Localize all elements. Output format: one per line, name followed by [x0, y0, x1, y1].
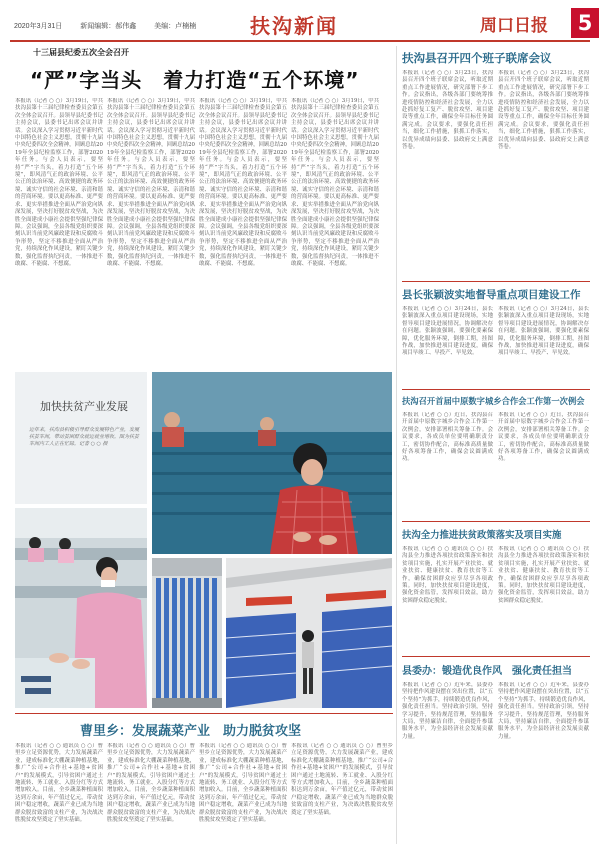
- photo-spinning-machine: [152, 558, 222, 708]
- feature-caption: 近年来，扶沟县积极引导群众发展特色产业，发展扶贫车间，带动贫困群众就近就业增收。图为扶贫车间内工人正在忙碌。记者 ○ ○ 摄: [29, 427, 140, 447]
- right5-col1: 本报讯（记者 ○ ○）近年来，县委办坚持把作风建设摆在突出位置，以“五个坚持”为抓手，持续锻造优良作风，强化责任担当。坚持政治引领，坚持学习提升，坚持规范管理，坚持服务大局，坚持廉洁自律，全面提升参谋服务水平，为全县经济社会发展贡献力量。: [402, 682, 493, 740]
- masthead: [10, 8, 593, 40]
- main-headline: “严”字当头 着力打造“五个环境”: [30, 68, 360, 92]
- art-editor: 美编：卢楠楠: [154, 23, 197, 30]
- right-divider-2: [402, 389, 590, 390]
- right-divider-1: [402, 281, 590, 282]
- right3-col1: 本报讯（记者 ○ ○）近日，扶沟县召开首届中原数字城乡合作会工作第一次例会，安排部署相关筹备工作。会议要求，各成员单位要明确职责分工，密切协作配合，高标准高质量做好各项筹备工作，确保会议圆满成功。: [402, 412, 493, 463]
- main-body-col2: 本报讯（记者 ○ ○）3月19日，中共扶沟县第十三届纪律检查委员会第五次全体会议召开。县领导县纪委书记主持会议，县委书记出席会议并讲话。会议深入学习贯彻习近平新时代中国特色社会主义思想，贯彻十九届中央纪委四次全会精神，回顾总结2019年全县纪检监察工作，部署2020年任务。与会人员表示，要坚持“严”字当头，着力打造“五个环境”，即风清气正的政治环境、公平公正的法治环境、高效便捷的政务环境、诚实守信的社会环境、亲清和谐的营商环境。要以更高标准、更严要求、更实举措推进全面从严治党向纵深发展，坚决打好脱贫攻坚战，为决胜全面建成小康社会提供坚强纪律保障。会议强调，全县各级党组织要深刻认识当前党风廉政建设和反腐败斗争形势，坚定不移推进全面从严治党，持续深化作风建设，紧盯关键少数，强化监督执纪问责，一体推进不敢腐、不能腐、不想腐。: [107, 98, 195, 267]
- newspaper-brand: 周口日报: [480, 16, 548, 36]
- photo-textile-factory: [226, 558, 392, 708]
- divider-bottom: [15, 713, 393, 714]
- right-divider-3: [402, 521, 590, 522]
- right1-col2: 本报讯（记者 ○ ○）3月23日，扶沟县召开四个班子联席会议，听取近期重点工作进展情况，研究部署下步工作。会议指出，各级各部门要统筹推进疫情防控和经济社会发展，全力以赴抓好复工复产、脱贫攻坚、项目建设等重点工作，确保全年目标任务圆满完成。会议要求，要强化责任担当，细化工作措施，狠抓工作落实，以优异成绩向县委、县政府交上满意答卷。: [498, 70, 589, 151]
- article2-headline: 曹里乡：发展蔬菜产业 助力脱贫攻坚: [80, 724, 302, 739]
- right1-headline: 扶沟县召开四个班子联席会议: [402, 51, 552, 65]
- photo-workshop-worker: [152, 372, 392, 554]
- article2-col4: 本报讯（记者 ○ ○ 通讯员 ○ ○）曹里乡立足资源优势，大力发展蔬菜产业，建成标准化大棚蔬菜种植基地，推广“公司+合作社+基地+贫困户”的发展模式，引导贫困户通过土地流转、务工就业、入股分红等方式增加收入。目前，全乡蔬菜种植面积达到万余亩，年产值过亿元，带动贫困户稳定增收，蔬菜产业已成为当地群众脱贫致富的支柱产业，为决战决胜脱贫攻坚奠定了坚实基础。: [291, 743, 393, 816]
- article2-col1: 本报讯（记者 ○ ○ 通讯员 ○ ○）曹里乡立足资源优势，大力发展蔬菜产业，建成标准化大棚蔬菜种植基地，推广“公司+合作社+基地+贫困户”的发展模式，引导贫困户通过土地流转、务工就业、入股分红等方式增加收入。目前，全乡蔬菜种植面积达到万余亩，年产值过亿元，带动贫困户稳定增收，蔬菜产业已成为当地群众脱贫致富的支柱产业，为决战决胜脱贫攻坚奠定了坚实基础。: [15, 743, 103, 824]
- issue-date: 2020年3月31日: [14, 23, 63, 30]
- right5-col2: 本报讯（记者 ○ ○）近年来，县委办坚持把作风建设摆在突出位置，以“五个坚持”为抓手，持续锻造优良作风，强化责任担当。坚持政治引领，坚持学习提升，坚持规范管理，坚持服务大局，坚持廉洁自律，全面提升参谋服务水平，为全县经济社会发展贡献力量。: [498, 682, 589, 740]
- right1-col1: 本报讯（记者 ○ ○）3月23日，扶沟县召开四个班子联席会议，听取近期重点工作进展情况，研究部署下步工作。会议指出，各级各部门要统筹推进疫情防控和经济社会发展，全力以赴抓好复工复产、脱贫攻坚、项目建设等重点工作，确保全年目标任务圆满完成。会议要求，要强化责任担当，细化工作措施，狠抓工作落实，以优异成绩向县委、县政府交上满意答卷。: [402, 70, 493, 151]
- right4-col2: 本报讯（记者 ○ ○ 通讯员 ○ ○）扶沟县全力推进各项扶贫政策落实和扶贫项目实施，扎实开展产业扶贫、就业扶贫、健康扶贫、教育扶贫等工作，确保贫困群众应享尽享各项政策。同时，加快扶贫项目建设进度，强化资金监管，发挥项目效益，助力贫困群众稳定脱贫。: [498, 546, 589, 604]
- right4-col1: 本报讯（记者 ○ ○ 通讯员 ○ ○）扶沟县全力推进各项扶贫政策落实和扶贫项目实施，扎实开展产业扶贫、就业扶贫、健康扶贫、教育扶贫等工作，确保贫困群众应享尽享各项政策。同时，加快扶贫项目建设进度，强化资金监管，发挥项目效益，助力贫困群众稳定脱贫。: [402, 546, 493, 604]
- right-divider-4: [402, 656, 590, 657]
- article2-col2: 本报讯（记者 ○ ○ 通讯员 ○ ○）曹里乡立足资源优势，大力发展蔬菜产业，建成标准化大棚蔬菜种植基地，推广“公司+合作社+基地+贫困户”的发展模式，引导贫困户通过土地流转、务工就业、入股分红等方式增加收入。目前，全乡蔬菜种植面积达到万余亩，年产值过亿元，带动贫困户稳定增收，蔬菜产业已成为当地群众脱贫致富的支柱产业，为决战决胜脱贫攻坚奠定了坚实基础。: [107, 743, 195, 824]
- section-title: 扶沟新闻: [250, 14, 338, 38]
- right2-headline: 县长张颖波实地督导重点项目建设工作: [402, 289, 581, 301]
- right4-headline: 扶沟全力推进扶贫政策落实及项目实施: [402, 530, 562, 541]
- main-body-col3: 本报讯（记者 ○ ○）3月19日，中共扶沟县第十三届纪律检查委员会第五次全体会议召开。县领导县纪委书记主持会议，县委书记出席会议并讲话。会议深入学习贯彻习近平新时代中国特色社会主义思想，贯彻十九届中央纪委四次全会精神，回顾总结2019年全县纪检监察工作，部署2020年任务。与会人员表示，要坚持“严”字当头，着力打造“五个环境”，即风清气正的政治环境、公平公正的法治环境、高效便捷的政务环境、诚实守信的社会环境、亲清和谐的营商环境。要以更高标准、更严要求、更实举措推进全面从严治党向纵深发展，坚决打好脱贫攻坚战，为决胜全面建成小康社会提供坚强纪律保障。会议强调，全县各级党组织要深刻认识当前党风廉政建设和反腐败斗争形势，坚定不移推进全面从严治党，持续深化作风建设，紧盯关键少数，强化监督执纪问责，一体推进不敢腐、不能腐、不想腐。: [199, 98, 287, 267]
- news-editor: 新闻编辑：郝伟鑫: [80, 23, 137, 30]
- column-rule: [396, 46, 397, 844]
- right5-headline: 县委办：锻造优良作风 强化责任担当: [402, 666, 572, 677]
- page-number: 5: [571, 8, 599, 38]
- main-body-col1: 本报讯（记者 ○ ○）3月19日，中共扶沟县第十三届纪律检查委员会第五次全体会议召开。县领导县纪委书记主持会议，县委书记出席会议并讲话。会议深入学习贯彻习近平新时代中国特色社会主义思想，贯彻十九届中央纪委四次全会精神，回顾总结2019年全县纪检监察工作，部署2020年任务。与会人员表示，要坚持“严”字当头，着力打造“五个环境”，即风清气正的政治环境、公平公正的法治环境、高效便捷的政务环境、诚实守信的社会环境、亲清和谐的营商环境。要以更高标准、更严要求、更实举措推进全面从严治党向纵深发展，坚决打好脱贫攻坚战，为决胜全面建成小康社会提供坚强纪律保障。会议强调，全县各级党组织要深刻认识当前党风廉政建设和反腐败斗争形势，坚定不移推进全面从严治党，持续深化作风建设，紧盯关键少数，强化监督执纪问责，一体推进不敢腐、不能腐、不想腐。: [15, 98, 103, 267]
- issue-info: [14, 21, 212, 31]
- main-body-col4: 本报讯（记者 ○ ○）3月19日，中共扶沟县第十三届纪律检查委员会第五次全体会议召开。县领导县纪委书记主持会议，县委书记出席会议并讲话。会议深入学习贯彻习近平新时代中国特色社会主义思想，贯彻十九届中央纪委四次全会精神，回顾总结2019年全县纪检监察工作，部署2020年任务。与会人员表示，要坚持“严”字当头，着力打造“五个环境”，即风清气正的政治环境、公平公正的法治环境、高效便捷的政务环境、诚实守信的社会环境、亲清和谐的营商环境。要以更高标准、更严要求、更实举措推进全面从严治党向纵深发展，坚决打好脱贫攻坚战，为决胜全面建成小康社会提供坚强纪律保障。会议强调，全县各级党组织要深刻认识当前党风廉政建设和反腐败斗争形势，坚定不移推进全面从严治党，持续深化作风建设，紧盯关键少数，强化监督执纪问责，一体推进不敢腐、不能腐、不想腐。: [291, 98, 379, 267]
- photo-sewing-line: [15, 508, 147, 708]
- article2-col3: 本报讯（记者 ○ ○ 通讯员 ○ ○）曹里乡立足资源优势，大力发展蔬菜产业，建成标准化大棚蔬菜种植基地，推广“公司+合作社+基地+贫困户”的发展模式，引导贫困户通过土地流转、务工就业、入股分红等方式增加收入。目前，全乡蔬菜种植面积达到万余亩，年产值过亿元，带动贫困户稳定增收，蔬菜产业已成为当地群众脱贫致富的支柱产业，为决战决胜脱贫攻坚奠定了坚实基础。: [199, 743, 287, 824]
- main-kicker: 十三届县纪委五次全会召开: [33, 48, 129, 57]
- feature-label-box: [15, 372, 147, 504]
- feature-label: 加快扶贫产业发展: [40, 400, 128, 413]
- right2-col1: 本报讯（记者 ○ ○）3月24日，县长张颖波深入重点项目建设现场，实地督导项目建设进展情况，协调解决存在问题。张颖波强调，要强化要素保障，优化服务环境，倒排工期，挂图作战，加快推进项目建设进度，确保项目早竣工、早投产、早见效。: [402, 306, 493, 357]
- masthead-rule: [10, 40, 590, 42]
- right3-headline: 扶沟召开首届中原数字城乡合作会工作第一次例会: [402, 396, 585, 406]
- right3-col2: 本报讯（记者 ○ ○）近日，扶沟县召开首届中原数字城乡合作会工作第一次例会，安排部署相关筹备工作。会议要求，各成员单位要明确职责分工，密切协作配合，高标准高质量做好各项筹备工作，确保会议圆满成功。: [498, 412, 589, 463]
- right2-col2: 本报讯（记者 ○ ○）3月24日，县长张颖波深入重点项目建设现场，实地督导项目建设进展情况，协调解决存在问题。张颖波强调，要强化要素保障，优化服务环境，倒排工期，挂图作战，加快推进项目建设进度，确保项目早竣工、早投产、早见效。: [498, 306, 589, 357]
